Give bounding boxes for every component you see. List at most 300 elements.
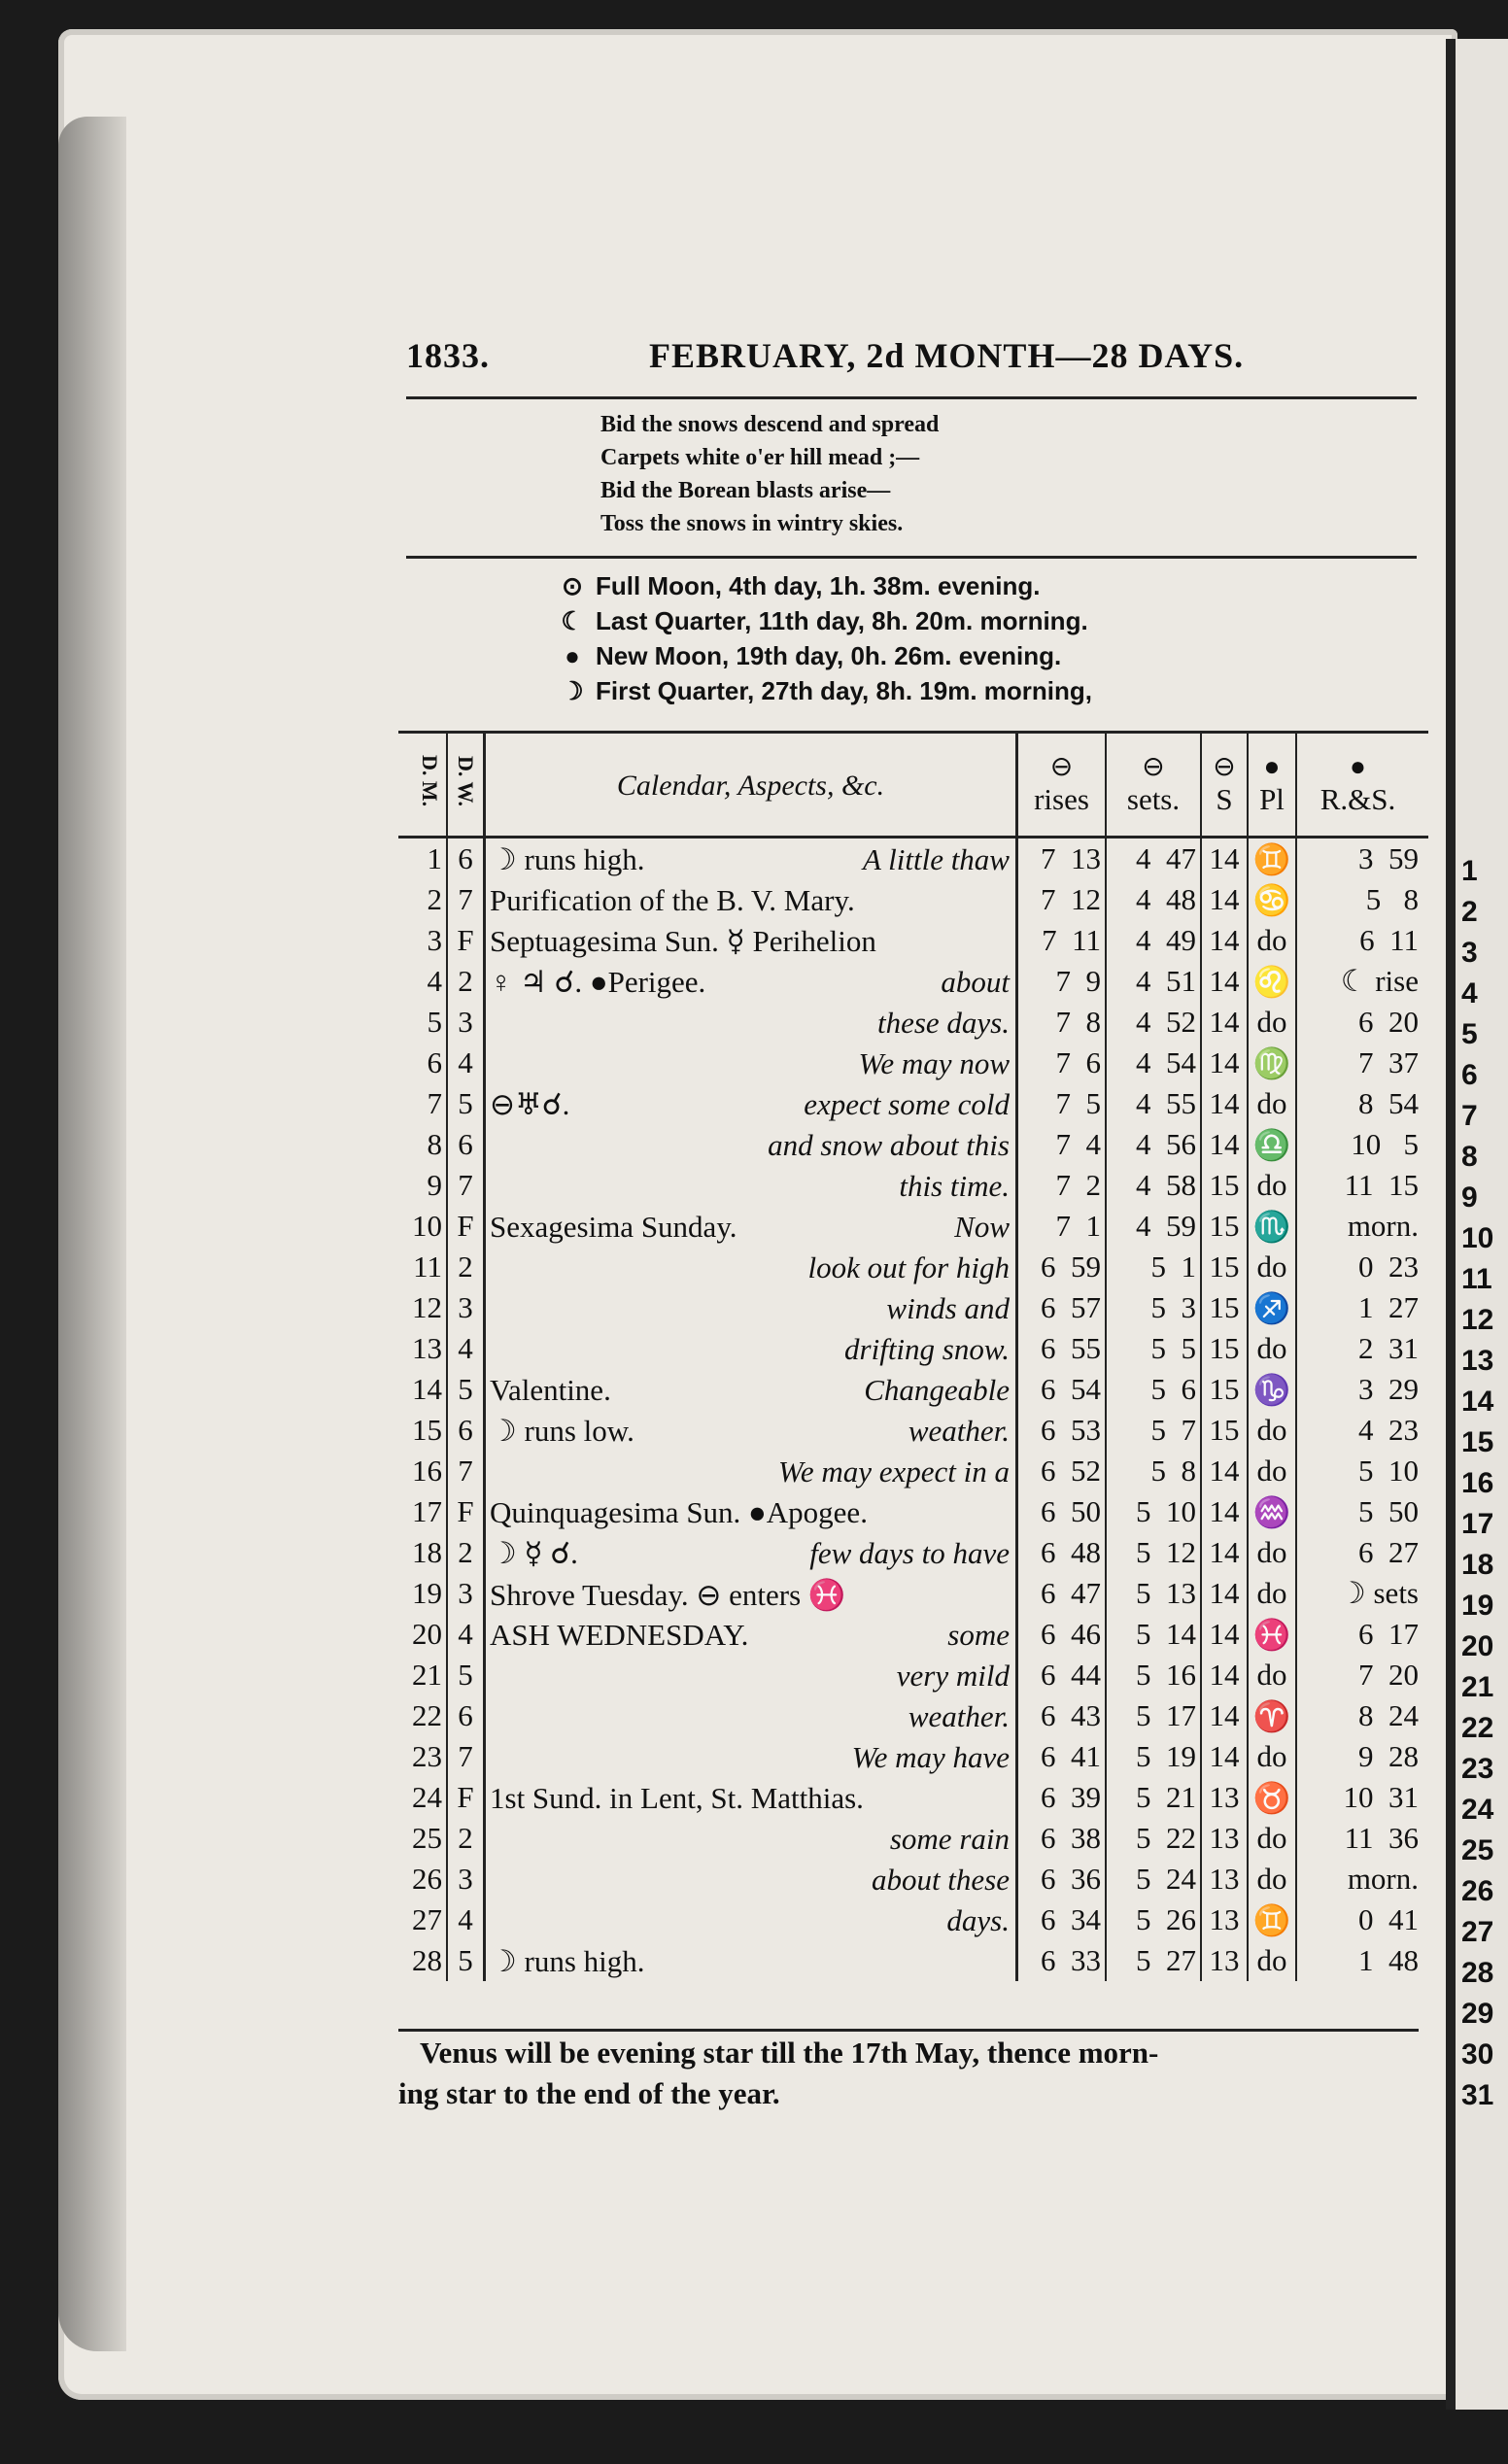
hour: 4: [1136, 841, 1151, 875]
table-row: [398, 1532, 1428, 1573]
header-year: 1833.: [406, 336, 490, 375]
moon-place: do: [1248, 1655, 1296, 1695]
moon-rise-set: 7 20: [1358, 1658, 1419, 1692]
hour: 7: [1055, 1127, 1071, 1161]
page-edge: [58, 117, 126, 2351]
sun-slow: 14: [1201, 838, 1248, 880]
next-page-day-number: 2: [1461, 896, 1478, 928]
weather-text: days.: [946, 1903, 1010, 1937]
minute: 52: [1071, 1454, 1101, 1488]
moon-place: ♓: [1248, 1614, 1296, 1655]
hour: 4: [1136, 1209, 1151, 1243]
next-page-day-number: 9: [1461, 1181, 1478, 1214]
calendar-cell: [485, 1083, 1017, 1124]
hour: 7: [1055, 1086, 1071, 1120]
day-of-week: 4: [447, 1328, 485, 1369]
hour: 5: [1150, 1413, 1166, 1447]
sun-sets: [1106, 1043, 1201, 1083]
col-rises: ⊖ rises: [1017, 733, 1107, 838]
minute: 7: [1181, 1413, 1196, 1447]
day-of-month: 15: [398, 1410, 447, 1451]
sun-rises: [1017, 1124, 1107, 1165]
sun-slow: 13: [1201, 1899, 1248, 1940]
calendar-cell: [485, 1899, 1017, 1940]
hour: 7: [1055, 1045, 1071, 1079]
weather-text: weather.: [908, 1414, 1010, 1448]
minute: 48: [1166, 882, 1196, 916]
day-of-month: 2: [398, 879, 447, 920]
calendar-cell: [485, 1328, 1017, 1369]
day-of-week: 6: [447, 1695, 485, 1736]
moon-rise-set: 4 23: [1358, 1413, 1419, 1447]
weather-text: We may expect in a: [777, 1454, 1010, 1489]
hour: 5: [1136, 1698, 1151, 1732]
next-page-day-number: 1: [1461, 855, 1478, 887]
moon-phase-icon: ●: [565, 641, 580, 670]
minute: 22: [1166, 1821, 1196, 1855]
table-row: [398, 920, 1428, 961]
sun-rises: [1017, 1247, 1107, 1287]
day-of-month: 22: [398, 1695, 447, 1736]
moon-rise-set: 6 17: [1358, 1617, 1419, 1651]
hour: 7: [1055, 1168, 1071, 1202]
calendar-cell: [485, 1859, 1017, 1899]
sun-rises: [1017, 1083, 1107, 1124]
next-page-day-number: 25: [1461, 1834, 1494, 1866]
hour: 6: [1041, 1249, 1056, 1283]
minute: 47: [1071, 1576, 1101, 1610]
sun-sets: [1106, 1859, 1201, 1899]
day-of-month: 28: [398, 1940, 447, 1981]
minute: 17: [1166, 1698, 1196, 1732]
sun-rises: [1017, 1899, 1107, 1940]
day-of-month: 21: [398, 1655, 447, 1695]
calendar-event: Quinquagesima Sun. ●Apogee.: [490, 1495, 868, 1529]
sun-rises: [1017, 1451, 1107, 1491]
sun-slow: 14: [1201, 1614, 1248, 1655]
hour: 6: [1041, 1902, 1056, 1936]
calendar-event: ☽ runs high.: [490, 842, 645, 876]
sun-slow: 14: [1201, 1043, 1248, 1083]
hour: 6: [1041, 1454, 1056, 1488]
day-of-week: 6: [447, 1410, 485, 1451]
poem-line: Bid the Borean blasts arise—: [600, 478, 891, 503]
next-page-day-number: 12: [1461, 1304, 1494, 1336]
hour: 5: [1150, 1331, 1166, 1365]
moon-place: do: [1248, 1247, 1296, 1287]
day-of-week: 5: [447, 1940, 485, 1981]
moon-place: ♎: [1248, 1124, 1296, 1165]
day-of-week: 5: [447, 1083, 485, 1124]
weather-text: drifting snow.: [844, 1332, 1010, 1366]
moon-rise-set: 8 54: [1358, 1086, 1419, 1120]
weather-text: some rain: [889, 1822, 1010, 1856]
calendar-table: [398, 731, 1428, 1981]
moon-rise-set: ☽ sets: [1338, 1576, 1419, 1610]
moon-place: ♍: [1248, 1043, 1296, 1083]
minute: 43: [1071, 1698, 1101, 1732]
day-of-week: F: [447, 1777, 485, 1818]
weather-text: about: [941, 965, 1010, 999]
calendar-cell: [485, 1736, 1017, 1777]
day-of-month: 17: [398, 1491, 447, 1532]
calendar-event: ☽ runs high.: [490, 1944, 645, 1978]
moon-rise-set: 9 28: [1358, 1739, 1419, 1773]
moon-phases: [549, 568, 1092, 708]
moon-place: do: [1248, 1328, 1296, 1369]
calendar-cell: [485, 1002, 1017, 1043]
sun-slow: 14: [1201, 1451, 1248, 1491]
calendar-cell: [485, 1043, 1017, 1083]
table-row: [398, 1002, 1428, 1043]
next-page-day-number: 17: [1461, 1508, 1494, 1540]
moon-rise-set: morn.: [1347, 1209, 1419, 1243]
day-of-month: 10: [398, 1206, 447, 1247]
next-page-day-number: 8: [1461, 1141, 1478, 1173]
calendar-cell: [485, 1573, 1017, 1614]
next-page-day-number: 29: [1461, 1998, 1494, 2030]
table-row: [398, 1043, 1428, 1083]
next-page-day-number: 6: [1461, 1059, 1478, 1091]
day-of-week: 2: [447, 1247, 485, 1287]
day-of-month: 26: [398, 1859, 447, 1899]
hour: 6: [1041, 1780, 1056, 1814]
hour: 6: [1041, 1413, 1056, 1447]
poem-rule: [406, 556, 1417, 559]
moon-phase-text: New Moon, 19th day, 0h. 26m. evening.: [596, 641, 1062, 670]
minute: 14: [1166, 1617, 1196, 1651]
calendar-cell: [485, 838, 1017, 880]
day-of-week: 6: [447, 1124, 485, 1165]
table-row: [398, 879, 1428, 920]
moon-rise-set: 1 27: [1358, 1290, 1419, 1324]
poem-line: Toss the snows in wintry skies.: [600, 511, 904, 536]
poem: [600, 408, 939, 540]
minute: 2: [1085, 1168, 1101, 1202]
day-of-month: 27: [398, 1899, 447, 1940]
minute: 36: [1071, 1862, 1101, 1896]
minute: 24: [1166, 1862, 1196, 1896]
minute: 52: [1166, 1005, 1196, 1039]
sun-sets: [1106, 1002, 1201, 1043]
weather-text: We may now: [858, 1046, 1010, 1080]
moon-place: ♒: [1248, 1491, 1296, 1532]
weather-text: A little thaw: [863, 842, 1010, 876]
moon-rise-set: 5 10: [1358, 1454, 1419, 1488]
sun-sets: [1106, 1899, 1201, 1940]
minute: 10: [1166, 1494, 1196, 1528]
sun-slow: 13: [1201, 1818, 1248, 1859]
day-of-week: 2: [447, 961, 485, 1002]
moon-rise-set: 1 48: [1358, 1943, 1419, 1977]
minute: 34: [1071, 1902, 1101, 1936]
calendar-cell: [485, 879, 1017, 920]
calendar-event: Septuagesima Sun. ☿ Perihelion: [490, 924, 876, 958]
weather-text: some: [947, 1618, 1010, 1652]
hour: 4: [1136, 1045, 1151, 1079]
day-of-month: 11: [398, 1247, 447, 1287]
sun-sets: [1106, 1165, 1201, 1206]
hour: 5: [1136, 1535, 1151, 1569]
day-of-week: 3: [447, 1859, 485, 1899]
day-of-week: 2: [447, 1818, 485, 1859]
minute: 4: [1085, 1127, 1101, 1161]
hour: 7: [1055, 964, 1071, 998]
calendar-event: ☽ ☿ ☌.: [490, 1536, 578, 1570]
hour: 6: [1041, 1576, 1056, 1610]
table-bottom-rule: [398, 2029, 1419, 2032]
day-of-month: 18: [398, 1532, 447, 1573]
sun-slow: 14: [1201, 879, 1248, 920]
moon-phase-icon: ☾: [561, 606, 584, 635]
weather-text: few days to have: [809, 1536, 1010, 1570]
hour: 5: [1136, 1739, 1151, 1773]
sun-sets: [1106, 1940, 1201, 1981]
sun-slow: 14: [1201, 1083, 1248, 1124]
minute: 12: [1166, 1535, 1196, 1569]
moon-phase-text: Full Moon, 4th day, 1h. 38m. evening.: [596, 571, 1041, 600]
next-page-day-number: 27: [1461, 1916, 1494, 1948]
day-of-week: 5: [447, 1369, 485, 1410]
day-of-week: 7: [447, 1451, 485, 1491]
sun-slow: 14: [1201, 1573, 1248, 1614]
sun-rises: [1017, 920, 1107, 961]
moon-place: ♌: [1248, 961, 1296, 1002]
table-row: [398, 1410, 1428, 1451]
moon-phase-text: Last Quarter, 11th day, 8h. 20m. morning.: [596, 606, 1088, 635]
moon-place: ♋: [1248, 879, 1296, 920]
hour: 5: [1136, 1576, 1151, 1610]
table-row: [398, 1573, 1428, 1614]
sun-slow: 14: [1201, 1124, 1248, 1165]
sun-sets: [1106, 1695, 1201, 1736]
header-rule: [406, 396, 1417, 399]
sun-sets: [1106, 1328, 1201, 1369]
sun-rises: [1017, 1614, 1107, 1655]
sun-slow: 15: [1201, 1287, 1248, 1328]
moon-place: do: [1248, 1165, 1296, 1206]
next-page-day-number: 26: [1461, 1875, 1494, 1907]
moon-place: do: [1248, 1573, 1296, 1614]
minute: 47: [1166, 841, 1196, 875]
moon-phase-line: [549, 638, 1092, 673]
footnote-line: Venus will be evening star till the 17th May, thence morn-: [420, 2036, 1159, 2070]
hour: 4: [1136, 964, 1151, 998]
moon-rise-set: 6 20: [1358, 1005, 1419, 1039]
weather-text: We may have: [851, 1740, 1010, 1774]
minute: 11: [1072, 923, 1101, 957]
day-of-month: 13: [398, 1328, 447, 1369]
moon-rise-set: 3 59: [1358, 841, 1419, 875]
sun-rises: [1017, 1328, 1107, 1369]
next-page-day-number: 10: [1461, 1222, 1494, 1254]
calendar-cell: [485, 1287, 1017, 1328]
hour: 5: [1136, 1902, 1151, 1936]
sun-slow: 15: [1201, 1165, 1248, 1206]
moon-rise-set: 5 50: [1358, 1494, 1419, 1528]
table-row: [398, 1247, 1428, 1287]
day-of-month: 23: [398, 1736, 447, 1777]
sun-rises: [1017, 1777, 1107, 1818]
sun-slow: 14: [1201, 1002, 1248, 1043]
calendar-cell: [485, 1369, 1017, 1410]
moon-rise-set: ☾ rise: [1340, 964, 1419, 998]
sun-sets: [1106, 1206, 1201, 1247]
weather-text: look out for high: [807, 1250, 1010, 1284]
moon-icon: ●: [1350, 751, 1366, 782]
sun-sets: [1106, 1777, 1201, 1818]
calendar-cell: [485, 1940, 1017, 1981]
next-page-day-number: 22: [1461, 1712, 1494, 1744]
next-page-day-number: 19: [1461, 1590, 1494, 1622]
minute: 9: [1085, 964, 1101, 998]
next-page-day-number: 5: [1461, 1018, 1478, 1050]
hour: 4: [1136, 1168, 1151, 1202]
moon-place: ♈: [1248, 1695, 1296, 1736]
sun-sets: [1106, 1247, 1201, 1287]
sun-slow: 13: [1201, 1940, 1248, 1981]
next-page-day-number: 7: [1461, 1100, 1478, 1132]
day-of-month: 4: [398, 961, 447, 1002]
sun-sets: [1106, 1614, 1201, 1655]
sun-rises: [1017, 961, 1107, 1002]
day-of-month: 16: [398, 1451, 447, 1491]
moon-place: do: [1248, 920, 1296, 961]
minute: 57: [1071, 1290, 1101, 1324]
table-row: [398, 1899, 1428, 1940]
moon-rise-set: 6 27: [1358, 1535, 1419, 1569]
sun-rises: [1017, 879, 1107, 920]
minute: 59: [1166, 1209, 1196, 1243]
sun-rises: [1017, 1940, 1107, 1981]
minute: 1: [1181, 1249, 1196, 1283]
day-of-week: 7: [447, 879, 485, 920]
calendar-event: ☽ runs low.: [490, 1414, 634, 1448]
next-page-day-number: 24: [1461, 1794, 1494, 1826]
calendar-event: ASH WEDNESDAY.: [490, 1618, 749, 1652]
next-page-day-number: 11: [1461, 1263, 1492, 1295]
minute: 55: [1071, 1331, 1101, 1365]
sun-rises: [1017, 1859, 1107, 1899]
weather-text: Changeable: [864, 1373, 1010, 1407]
col-calendar: Calendar, Aspects, &c.: [485, 733, 1017, 838]
minute: 26: [1166, 1902, 1196, 1936]
weather-text: and snow about this: [768, 1128, 1010, 1162]
minute: 55: [1166, 1086, 1196, 1120]
hour: 7: [1042, 923, 1057, 957]
hour: 6: [1041, 1943, 1056, 1977]
hour: 6: [1041, 1290, 1056, 1324]
weather-text: very mild: [896, 1659, 1010, 1693]
sun-sets: [1106, 1410, 1201, 1451]
calendar-cell: [485, 1165, 1017, 1206]
col-dw: D. W.: [447, 733, 485, 838]
next-page-day-number: 15: [1461, 1426, 1494, 1458]
sun-sets: [1106, 838, 1201, 880]
moon-rise-set: morn.: [1347, 1862, 1419, 1896]
calendar-cell: [485, 920, 1017, 961]
sun-slow: 14: [1201, 1695, 1248, 1736]
book-gutter: [1446, 39, 1456, 2410]
moon-icon: ●: [1263, 751, 1281, 782]
table-row: [398, 1083, 1428, 1124]
moon-place: do: [1248, 1818, 1296, 1859]
sun-slow: 14: [1201, 920, 1248, 961]
table-row: [398, 1940, 1428, 1981]
weather-text: Now: [954, 1210, 1010, 1244]
moon-phase-line: [549, 568, 1092, 603]
table-row: [398, 1491, 1428, 1532]
hour: 5: [1136, 1862, 1151, 1896]
minute: 59: [1071, 1249, 1101, 1283]
day-of-week: F: [447, 1206, 485, 1247]
minute: 21: [1166, 1780, 1196, 1814]
calendar-cell: [485, 1206, 1017, 1247]
hour: 4: [1136, 1086, 1151, 1120]
day-of-week: 4: [447, 1614, 485, 1655]
sun-rises: [1017, 1165, 1107, 1206]
minute: 49: [1166, 923, 1196, 957]
minute: 53: [1071, 1413, 1101, 1447]
calendar-event: Sexagesima Sunday.: [490, 1210, 737, 1244]
minute: 33: [1071, 1943, 1101, 1977]
sun-rises: [1017, 1206, 1107, 1247]
sun-slow: 14: [1201, 1491, 1248, 1532]
day-of-week: 3: [447, 1002, 485, 1043]
day-of-month: 19: [398, 1573, 447, 1614]
moon-place: ♑: [1248, 1369, 1296, 1410]
col-pl: ● Pl: [1248, 733, 1296, 838]
moon-phase-text: First Quarter, 27th day, 8h. 19m. morning,: [596, 676, 1092, 705]
day-of-week: 3: [447, 1573, 485, 1614]
minute: 13: [1071, 841, 1101, 875]
hour: 6: [1041, 1331, 1056, 1365]
hour: 4: [1136, 1127, 1151, 1161]
next-page-day-number: 14: [1461, 1386, 1494, 1418]
hour: 5: [1150, 1372, 1166, 1406]
day-of-month: 12: [398, 1287, 447, 1328]
minute: 41: [1071, 1739, 1101, 1773]
table-row: [398, 838, 1428, 880]
table-row: [398, 1614, 1428, 1655]
col-dm: D. M.: [398, 733, 447, 838]
table-row: [398, 1206, 1428, 1247]
minute: 56: [1166, 1127, 1196, 1161]
hour: 5: [1136, 1617, 1151, 1651]
sun-sets: [1106, 1655, 1201, 1695]
minute: 38: [1071, 1821, 1101, 1855]
minute: 16: [1166, 1658, 1196, 1692]
day-of-week: 2: [447, 1532, 485, 1573]
calendar-cell: [485, 1451, 1017, 1491]
day-of-month: 3: [398, 920, 447, 961]
weather-text: winds and: [886, 1291, 1010, 1325]
minute: 54: [1166, 1045, 1196, 1079]
minute: 58: [1166, 1168, 1196, 1202]
day-of-week: 5: [447, 1655, 485, 1695]
minute: 6: [1085, 1045, 1101, 1079]
moon-place: do: [1248, 1736, 1296, 1777]
minute: 27: [1166, 1943, 1196, 1977]
day-of-month: 14: [398, 1369, 447, 1410]
next-page-day-number: 31: [1461, 2079, 1494, 2111]
moon-place: do: [1248, 1940, 1296, 1981]
hour: 6: [1041, 1862, 1056, 1896]
sun-slow: 15: [1201, 1247, 1248, 1287]
sun-rises: [1017, 1369, 1107, 1410]
sun-rises: [1017, 1002, 1107, 1043]
sun-rises: [1017, 1410, 1107, 1451]
